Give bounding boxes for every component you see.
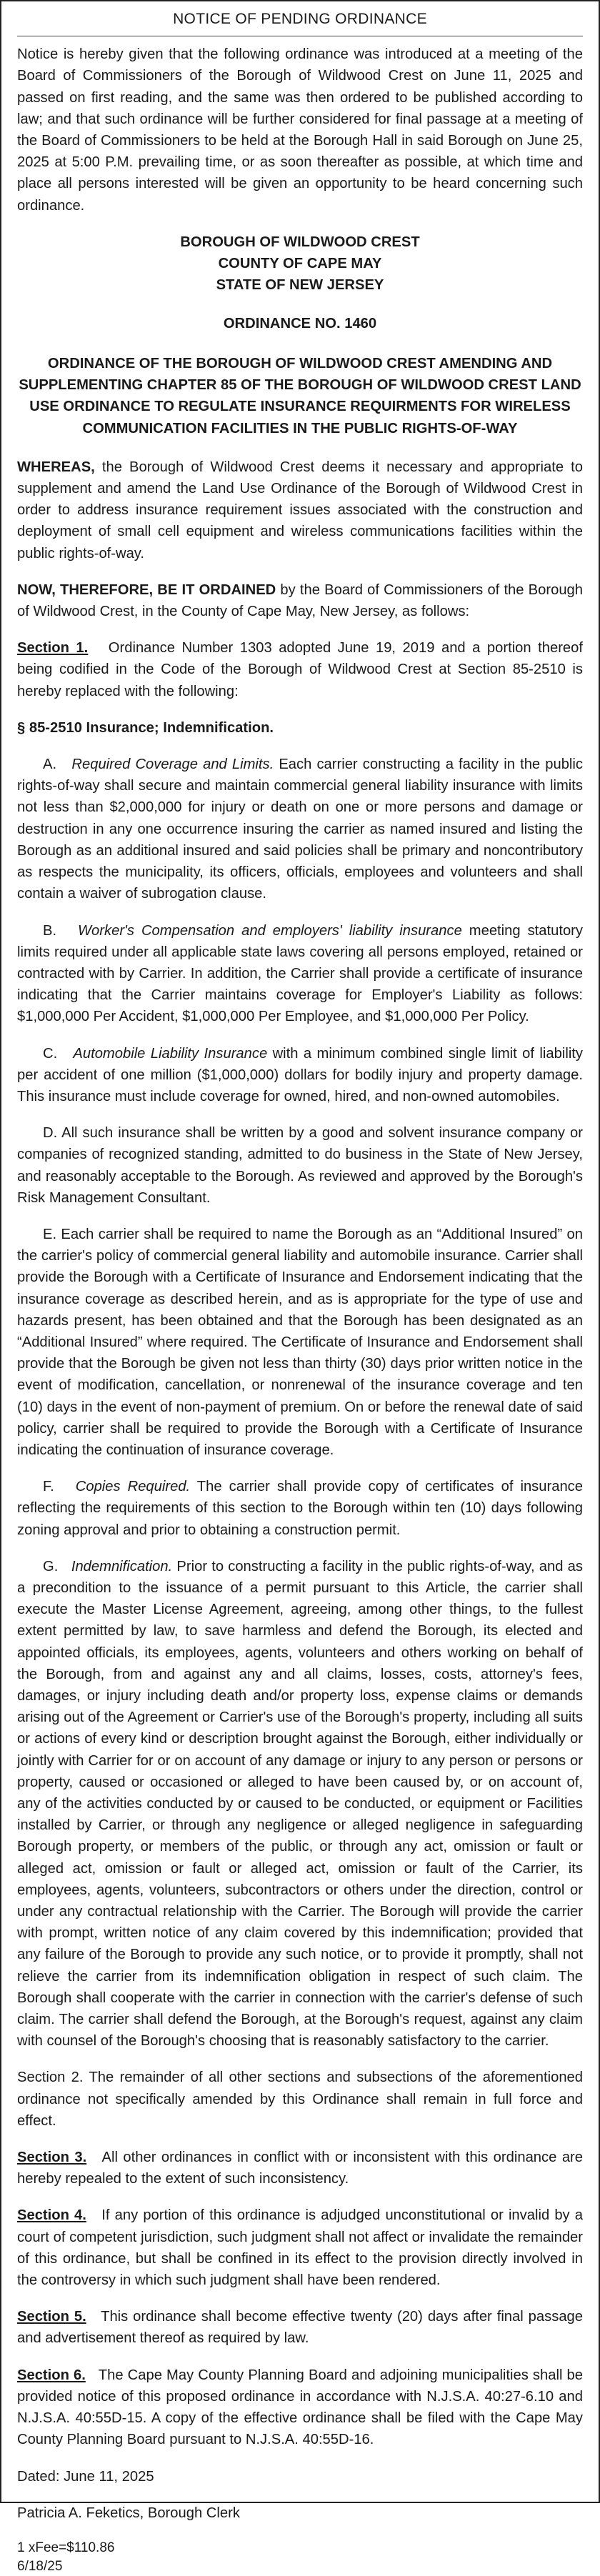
- section-2: Section 2. The remainder of all other sections and subsections of the aforementioned ordinance not specifically amended by this Ordinance shall remain in full force and effect.: [17, 2070, 583, 2129]
- ordained-text: by the Board of Commissioners of the Borough of Wildwood Crest, in the County of Cape May, New Jersey, as follows:: [17, 581, 587, 620]
- section-3: [17, 2147, 587, 2190]
- section-1: [17, 637, 587, 702]
- whereas-paragraph: [17, 456, 587, 564]
- clerk-signature: Patricia A. Feketics, Borough Clerk: [17, 2505, 240, 2521]
- subsection-b: [17, 920, 587, 1028]
- ordinance-number: ORDINANCE NO. 1460: [223, 315, 377, 331]
- section-6-label: Section 6.: [17, 2367, 86, 2383]
- section-3-label: Section 3.: [17, 2150, 87, 2166]
- subsection-a: [17, 754, 587, 904]
- section-4-label: Section 4.: [17, 2207, 86, 2224]
- section-4: [17, 2205, 587, 2291]
- section-5: [17, 2306, 587, 2349]
- code-heading: § 85-2510 Insurance; Indemnification.: [17, 719, 274, 736]
- subsection-f-text: The carrier shall provide copy of certificates of insurance reflecting the requirements of this section to the Borough within ten (10) days following zoning approval and prior to obtaining a construction permit.: [17, 1479, 587, 1538]
- whereas-lead: WHEREAS,: [17, 459, 95, 475]
- section-6: [17, 2365, 587, 2451]
- section-1-text: Ordinance Number 1303 adopted June 19, 2019 and a portion thereof being codified in the Code of the Borough of Wildwood Crest at Section 85-2510 is hereby replaced with the following:: [17, 640, 587, 699]
- ordained-paragraph: [17, 579, 587, 622]
- subsection-c-title: Automobile Liability Insurance: [73, 1045, 268, 1062]
- section-6-text: The Cape May County Planning Board and adjoining municipalities shall be provided notice of this proposed ordinance in accordance with N.J.S.A. 40:27-6.10 and N.J.S.A. 40:55D-15. A copy of the effective ordinance shall be filed with the Cape May County Planning Board pursuant to N.J.S.A. 40:55D-16.: [17, 2367, 587, 2448]
- subsection-b-title: Worker's Compensation and employers' liability insurance: [78, 922, 462, 939]
- section-4-text: If any portion of this ordinance is adjudged unconstitutional or invalid by a court of competent jurisdiction, such judgment shall not affect or invalidate the remainder of this ordinance, but shall be confined in its effect to the provision directly involved in the controversy in which such judgment shall have been rendered.: [17, 2207, 587, 2289]
- state-line: STATE OF NEW JERSEY: [216, 276, 384, 293]
- ordained-lead: NOW, THEREFORE, BE IT ORDAINED: [17, 581, 276, 598]
- intro-paragraph: Notice is hereby given that the following ordinance was introduced at a meeting of the Board of Commissioners of the Borough of Wildwood Crest on June 11, 2025 and passed on first reading, and the same was then ordered to be published according to law; and that such ordinance will be further considered for final passage at a meeting of the Board of Commissioners to be held at the Borough Hall in said Borough on June 25, 2025 at 5:00 P.M. prevailing time, or as soon thereafter as possible, at which time and place all persons interested will be given an opportunity to be heard concerning such ordinance.: [17, 46, 583, 214]
- whereas-text: the Borough of Wildwood Crest deems it necessary and appropriate to supplement and amend the Land Use Ordinance of the Borough of Wildwood Crest in order to address insurance requirement issues associated with the construction and deployment of small cell equipment and wireless communications facilities within the public rights-of-way.: [17, 459, 587, 561]
- subsection-g-title: Indemnification.: [71, 1558, 173, 1574]
- jurisdiction-block: [17, 231, 583, 296]
- publication-date: 6/18/25: [17, 2558, 63, 2574]
- section-3-text: All other ordinances in conflict with or inconsistent with this ordinance are hereby repealed to the extent of such inconsistency.: [17, 2150, 587, 2187]
- subsection-c-prefix: C.: [43, 1045, 74, 1062]
- subsection-a-prefix: A.: [43, 757, 72, 773]
- fee-line: 1 xFee=$110.86: [17, 2540, 115, 2555]
- subsection-b-text: meeting statutory limits required under all applicable state laws covering all persons employed, retained or contracted with by Carrier. In addition, the Carrier shall provide a certificate of insurance indicating that the Carrier maintains coverage for Employer's Liability as follows: $1,000,000 Per Accident, $1,000,000 Per Employee, and $1,000,000 Per Policy.: [17, 922, 587, 1025]
- subsection-b-prefix: B.: [43, 922, 78, 939]
- borough-line: BOROUGH OF WILDWOOD CREST: [180, 234, 420, 250]
- subsection-g: [17, 1556, 587, 2052]
- subsection-g-text: Prior to constructing a facility in the public rights-of-way, and as a precondition to the issuance of a permit pursuant to this Article, the carrier shall execute the Master License Agreement, agreeing, among other things, to the fullest extent permitted by law, to save harmless and defend the Borough, its elected and appointed officials, its employees, agents, volunteers and others working on behalf of the Borough, from and against any and all claims, losses, costs, attorney's fees, damages, or injury including death and/or property loss, expense claims or demands arising out of the Agreement or Carrier's use of the Borough's property, including all suits or actions of every kind or description brought against the Borough, either individually or jointly with Carrier for or on account of any damage or injury to any person or persons or property, caused or occasioned or alleged to have been caused by, or on account of, any of the activities conducted by or caused to be conducted, or equipment or Facilities installed by Carrier, or through any negligence or alleged negligence in safeguarding Borough property, or members of the public, or through any act, omission or fault or alleged act, omission or fault or alleged act, omission or fault of the Carrier, its employees, agents, volunteers, subcontractors or others under the direction, control or under any contractual relationship with the Carrier. The Borough will provide the carrier with prompt, written notice of any claim covered by this indemnification; provided that any failure of the Borough to provide any such notice, or to provide it promptly, shall not relieve the carrier from its indemnification obligation in respect of such claim. The Borough shall cooperate with the carrier in connection with the carrier's defense of such claim. The carrier shall defend the Borough, at the Borough's request, against any claim with counsel of the Borough's choosing that is reasonably satisfactory to the carrier.: [17, 1558, 587, 2050]
- subsection-g-prefix: G.: [43, 1558, 71, 1574]
- subsection-a-title: Required Coverage and Limits.: [71, 757, 274, 773]
- subsection-f-title: Copies Required.: [75, 1479, 191, 1495]
- ordinance-title: ORDINANCE OF THE BOROUGH OF WILDWOOD CREST AMENDING AND SUPPLEMENTING CHAPTER 85 OF THE BOROUGH OF WILDWOOD CREST LAND USE ORDINANCE TO REGULATE INSURANCE REQUIRMENTS FOR WIRELESS COMMUNICATION FACILITIES IN THE PUBLIC RIGHTS-OF-WAY: [19, 356, 581, 436]
- subsection-c: [17, 1043, 587, 1108]
- county-line: COUNTY OF CAPE MAY: [218, 255, 382, 271]
- dated-line: Dated: June 11, 2025: [17, 2468, 154, 2485]
- subsection-e: E. Each carrier shall be required to name the Borough as an “Additional Insured” on the carrier's policy of commercial general liability and automobile insurance. Carrier shall provide the Borough with a Certificate of Insurance and Endorsement indicating that the insurance coverage as described herein, and as is appropriate for the type of use and hazards present, has been obtained and that the Borough has been designated as an “Additional Insured” where required. The Certificate of Insurance and Endorsement shall provide that the Borough be given not less than thirty (30) days prior written notice in the event of modification, cancellation, or nonrenewal of the insurance coverage and ten (10) days in the event of non-payment of premium. On or before the renewal date of said policy, carrier shall be required to provide the Borough with a Certificate of Insurance indicating the continuation of insurance coverage.: [17, 1226, 583, 1458]
- section-1-label: Section 1.: [17, 640, 89, 657]
- subsection-d: D. All such insurance shall be written by a good and solvent insurance company or companies of recognized standing, admitted to do business in the State of New Jersey, and reasonably acceptable to the Borough. As reviewed and approved by the Borough's Risk Management Consultant.: [17, 1125, 583, 1206]
- subsection-f: [17, 1476, 587, 1541]
- subsection-c-text: with a minimum combined single limit of liability per accident of one million ($1,000,000) dollars for bodily injury and property damage. This insurance must include coverage for owned, hired, and non-owned automobiles.: [17, 1045, 587, 1104]
- section-5-label: Section 5.: [17, 2309, 86, 2325]
- section-5-text: This ordinance shall become effective twenty (20) days after final passage and advertisement thereof as required by law.: [17, 2309, 587, 2347]
- notice-title: NOTICE OF PENDING ORDINANCE: [17, 9, 583, 36]
- subsection-f-prefix: F.: [43, 1479, 76, 1495]
- subsection-a-text: Each carrier constructing a facility in the public rights-of-way shall secure and maintain commercial general liability insurance with limits not less than $2,000,000 for injury or death on one or more persons and damage or destruction in any one occurrence insuring the carrier as named insured and listing the Borough as an additional insured and said policies shall be primary and noncontributory as respects the municipality, its officers, officials, employees and volunteers and shall contain a waiver of subrogation clause.: [17, 757, 587, 902]
